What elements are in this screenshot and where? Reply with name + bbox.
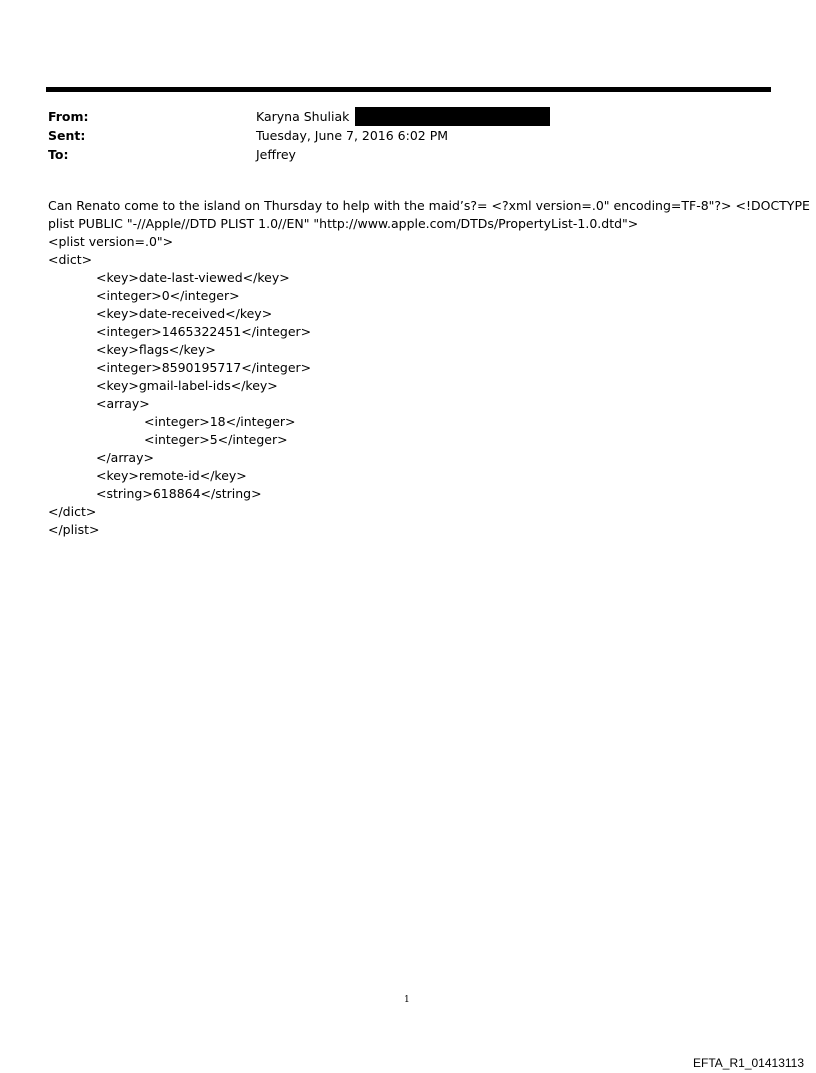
sent-label: Sent:	[48, 128, 86, 143]
sent-value: Tuesday, June 7, 2016 6:02 PM	[256, 128, 449, 143]
to-row	[48, 145, 768, 164]
body-line: <integer>8590195717</integer>	[96, 360, 312, 375]
body-line: <integer>1465322451</integer>	[96, 324, 312, 339]
body-line: <dict>	[48, 252, 93, 267]
body-line: Can Renato come to the island on Thursday to help with the maid’s?= <?xml version=.0" encoding=TF-8"?> <!DOCTYPE	[48, 198, 810, 213]
sender-name: Karyna Shuliak	[256, 109, 350, 124]
redaction-box	[355, 107, 550, 126]
header-divider	[46, 87, 771, 92]
to-label: To:	[48, 147, 69, 162]
body-line: <key>remote-id</key>	[96, 468, 247, 483]
body-line: </plist>	[48, 522, 100, 537]
page-number: 1	[404, 995, 410, 1005]
body-line: </dict>	[48, 504, 97, 519]
body-line: <key>gmail-label-ids</key>	[96, 378, 278, 393]
body-line: <key>date-received</key>	[96, 306, 273, 321]
email-body	[48, 197, 810, 539]
sent-row	[48, 126, 768, 145]
body-line: <plist version=.0">	[48, 234, 174, 249]
body-line: plist PUBLIC "-//Apple//DTD PLIST 1.0//EN" "http://www.apple.com/DTDs/PropertyList-1.0.dtd">	[48, 216, 639, 231]
from-row	[48, 107, 768, 126]
body-line: <integer>18</integer>	[144, 414, 296, 429]
body-line: <integer>5</integer>	[144, 432, 288, 447]
body-line: <key>flags</key>	[96, 342, 216, 357]
to-value: Jeffrey	[256, 147, 296, 162]
body-line: <array>	[96, 396, 150, 411]
body-line: <integer>0</integer>	[96, 288, 240, 303]
body-line: <string>618864</string>	[96, 486, 262, 501]
body-line: </array>	[96, 450, 154, 465]
body-line: <key>date-last-viewed</key>	[96, 270, 290, 285]
from-value	[256, 107, 550, 126]
from-label: From:	[48, 109, 89, 124]
document-id: EFTA_R1_01413113	[693, 1056, 804, 1070]
email-header	[48, 107, 768, 164]
